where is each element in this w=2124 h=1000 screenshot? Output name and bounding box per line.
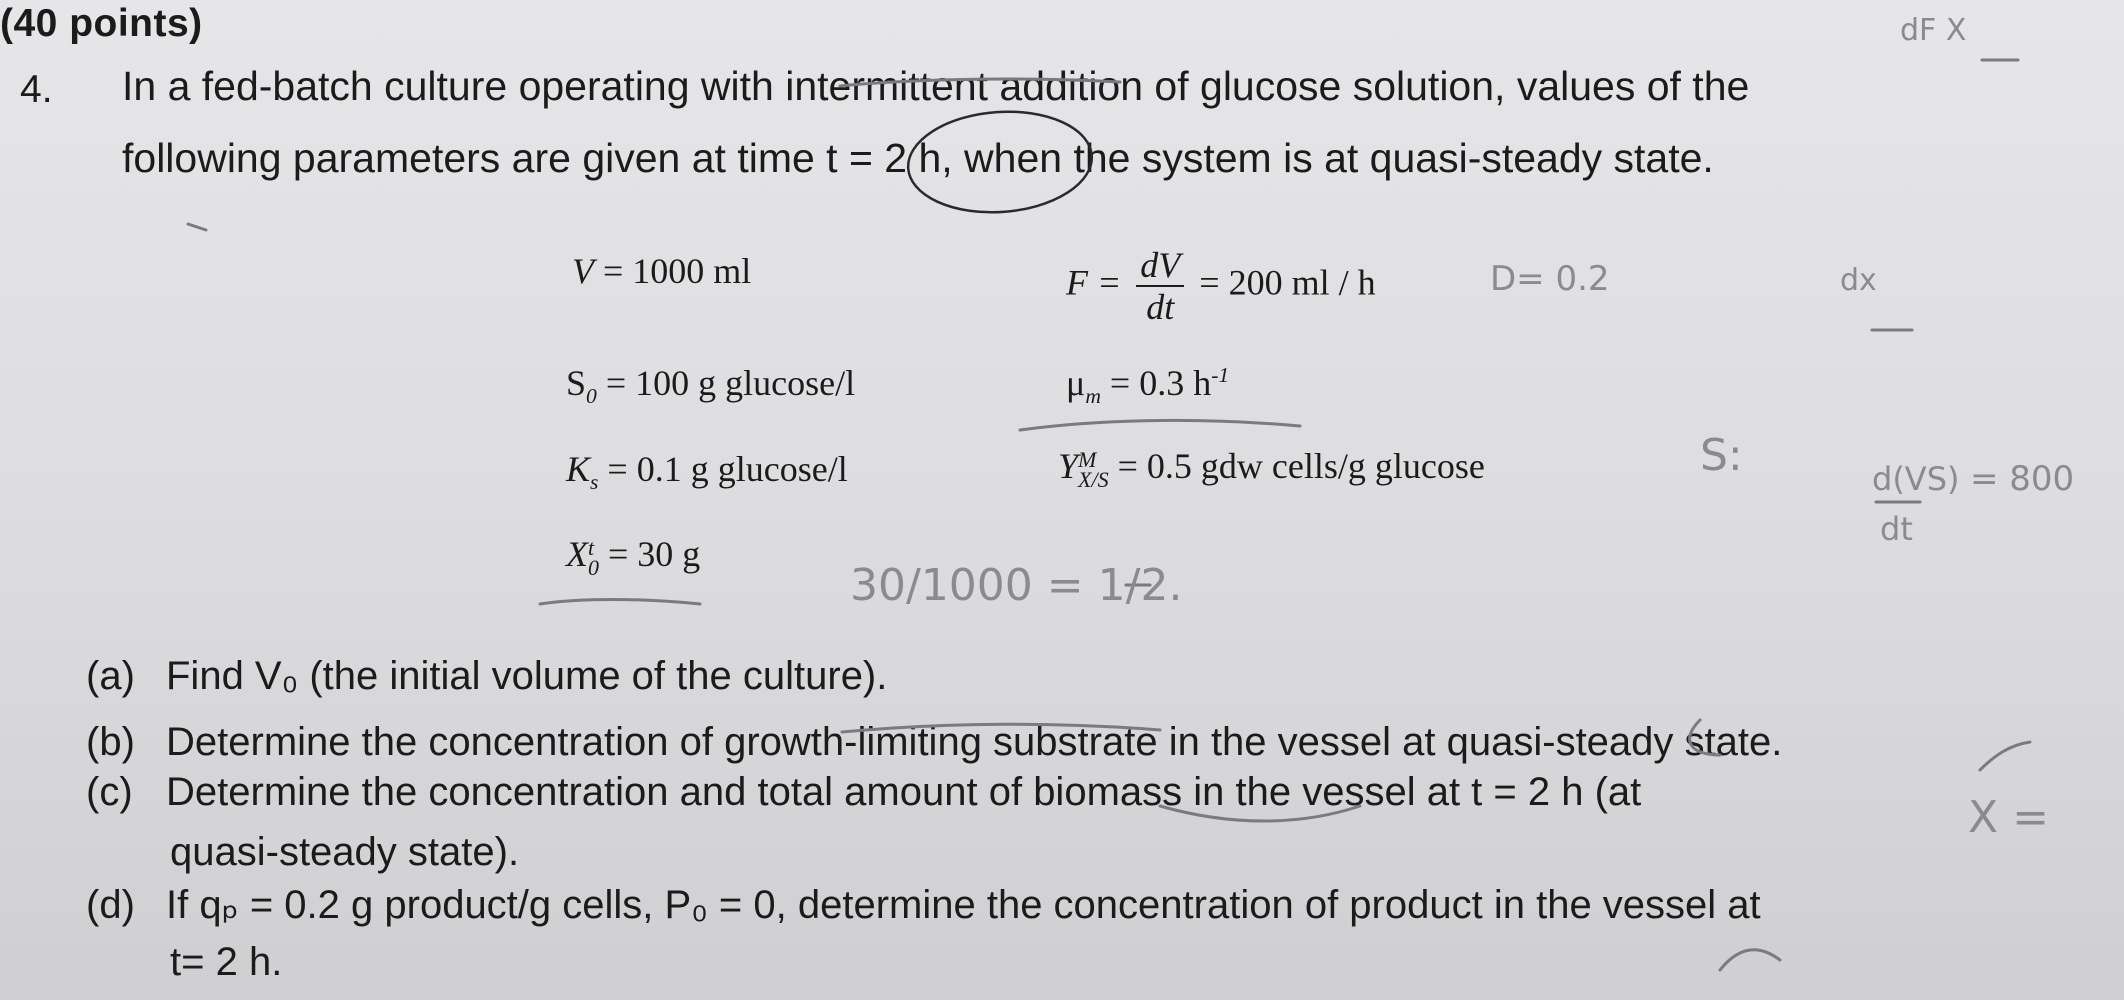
feed-fraction — [1136, 245, 1184, 327]
feed-value: = 200 ml / h — [1199, 262, 1376, 303]
mu-symbol: μ — [1066, 363, 1086, 403]
volume-equation — [572, 250, 751, 292]
note-s: S: — [1700, 430, 1743, 481]
s0-value: = 100 g glucose/l — [605, 363, 856, 403]
ks-value: = 0.1 g glucose/l — [607, 449, 848, 489]
note-dt: dt — [1880, 510, 1913, 548]
mu-superscript: -1 — [1211, 363, 1230, 387]
note-d: D= 0.2 — [1490, 259, 1610, 299]
x0-value: = 30 g — [608, 534, 701, 574]
pencil-line-2 — [540, 600, 700, 605]
yield-value: = 0.5 gdw cells/g glucose — [1117, 446, 1485, 486]
pencil-stroke-right — [1980, 742, 2030, 770]
note-top-right: dF X — [1900, 13, 1967, 48]
part-d-continuation: t= 2 h. — [170, 940, 283, 984]
part-a-label: (a) — [86, 654, 135, 698]
x0-scripts — [588, 534, 599, 580]
ks-symbol: K — [566, 449, 591, 489]
feed-fraction-denominator: dt — [1146, 287, 1175, 327]
feed-symbol: F = — [1066, 262, 1122, 303]
pencil-tick — [188, 224, 206, 230]
ks-subscript: s — [590, 470, 599, 495]
yield-superscript: M — [1078, 446, 1097, 472]
mu-value: = 0.3 h — [1109, 363, 1212, 403]
volume-symbol: V — [572, 251, 594, 291]
feed-rate-equation — [1066, 245, 1376, 327]
s0-equation — [566, 362, 855, 409]
note-dx: dx — [1840, 263, 1877, 298]
part-d-label: (d) — [86, 883, 135, 927]
s0-symbol: S — [566, 363, 587, 403]
ks-equation — [566, 448, 848, 495]
yield-subscript: X/S — [1078, 466, 1109, 492]
x0-equation — [566, 533, 700, 578]
part-b — [86, 720, 1782, 765]
x0-symbol: X — [566, 534, 588, 574]
mu-subscript: m — [1085, 384, 1101, 409]
s0-subscript: 0 — [586, 384, 597, 409]
part-c — [86, 770, 1641, 815]
note-dvs: d(VS) — [1872, 460, 1960, 498]
yield-symbol: Y — [1058, 446, 1079, 486]
part-c-text: Determine the concentration and total amount of biomass in the vessel at t = 2 h (at — [166, 770, 1642, 814]
part-a-text: Find V₀ (the initial volume of the culture). — [166, 654, 888, 698]
mu-max-equation — [1066, 362, 1229, 409]
note-800: = 800 — [1970, 459, 2075, 499]
part-d — [86, 882, 1761, 928]
x0-subscript: 0 — [588, 554, 599, 580]
intro-line-2: following parameters are given at time t = 2 h, when the system is at quasi-steady state. — [122, 135, 1714, 181]
part-b-label: (b) — [86, 720, 135, 764]
yield-equation — [1058, 445, 1485, 490]
intro-line-1: In a fed-batch culture operating with intermittent addition of glucose solution, values of the — [122, 63, 1750, 109]
part-b-text: Determine the concentration of growth-limiting substrate in the vessel at quasi-steady state. — [166, 720, 1783, 764]
part-c-label: (c) — [86, 770, 133, 814]
pencil-bottom — [1720, 950, 1780, 970]
volume-value: = 1000 ml — [603, 251, 752, 291]
yield-scripts — [1078, 446, 1109, 492]
points-heading: (40 points) — [0, 2, 203, 45]
part-a — [86, 654, 887, 699]
pencil-line — [1020, 420, 1300, 430]
note-ratio: 30/1000 = 1/2. — [850, 560, 1183, 611]
note-x: X = — [1968, 792, 2049, 843]
question-number: 4. — [20, 68, 53, 111]
part-d-text: If qₚ = 0.2 g product/g cells, P₀ = 0, determine the concentration of product in the vessel at — [166, 883, 1761, 927]
x0-superscript: t — [588, 534, 595, 560]
feed-fraction-numerator: dV — [1136, 245, 1184, 287]
part-c-continuation: quasi-steady state). — [170, 830, 520, 874]
